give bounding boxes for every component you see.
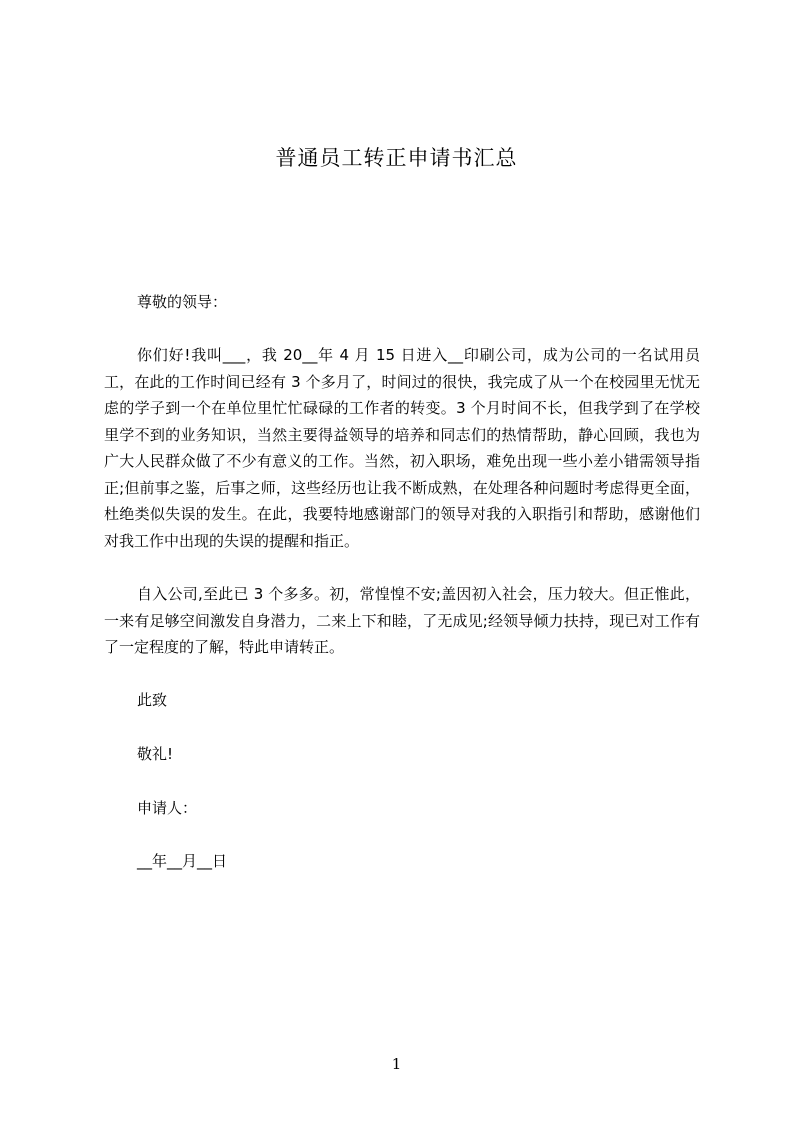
applicant-label: 申请人： xyxy=(137,799,198,817)
closing-line-1: 此致 xyxy=(137,691,168,709)
body-paragraph-1: 你们好!我叫___，我 20__年 4 月 15 日进入__印刷公司，成为公司的一名试用员工，在此的工作时间已经有 3 个多月了，时间过的很快，我完成了从一个在校园里无忧无虑的学子到一个在单位里忙忙碌碌的工作者的转变。3 个月时间不长，但我学到了在学校里学不到的业务知识，当然主要得益领导的培养和同志们的热情帮助，静心回顾，我也为广大人民群众做了不少有意义的工作。当然，初入职场，难免出现一些小差小错需领导指正;但前事之鉴，后事之师，这些经历也让我不断成熟，在处理各种问题时考虑得更全面，杜绝类似失误的发生。在此，我要特地感谢部门的领导对我的入职指引和帮助，感谢他们对我工作中出现的失误的提醒和指正。 xyxy=(104,346,700,550)
date-line: __年__月__日 xyxy=(137,852,228,870)
page-number: 1 xyxy=(391,1055,402,1073)
closing-line-2: 敬礼! xyxy=(137,745,174,763)
document-title: 普通员工转正申请书汇总 xyxy=(275,146,518,170)
salutation: 尊敬的领导： xyxy=(137,293,228,311)
body-paragraph-2: 自入公司,至此已 3 个多多。初，常惶惶不安;盖因初入社会，压力较大。但正惟此，一来有足够空间激发自身潜力，二来上下和睦，了无成见;经领导倾力扶持，现已对工作有了一定程度的了解，特此申请转正。 xyxy=(104,585,700,656)
